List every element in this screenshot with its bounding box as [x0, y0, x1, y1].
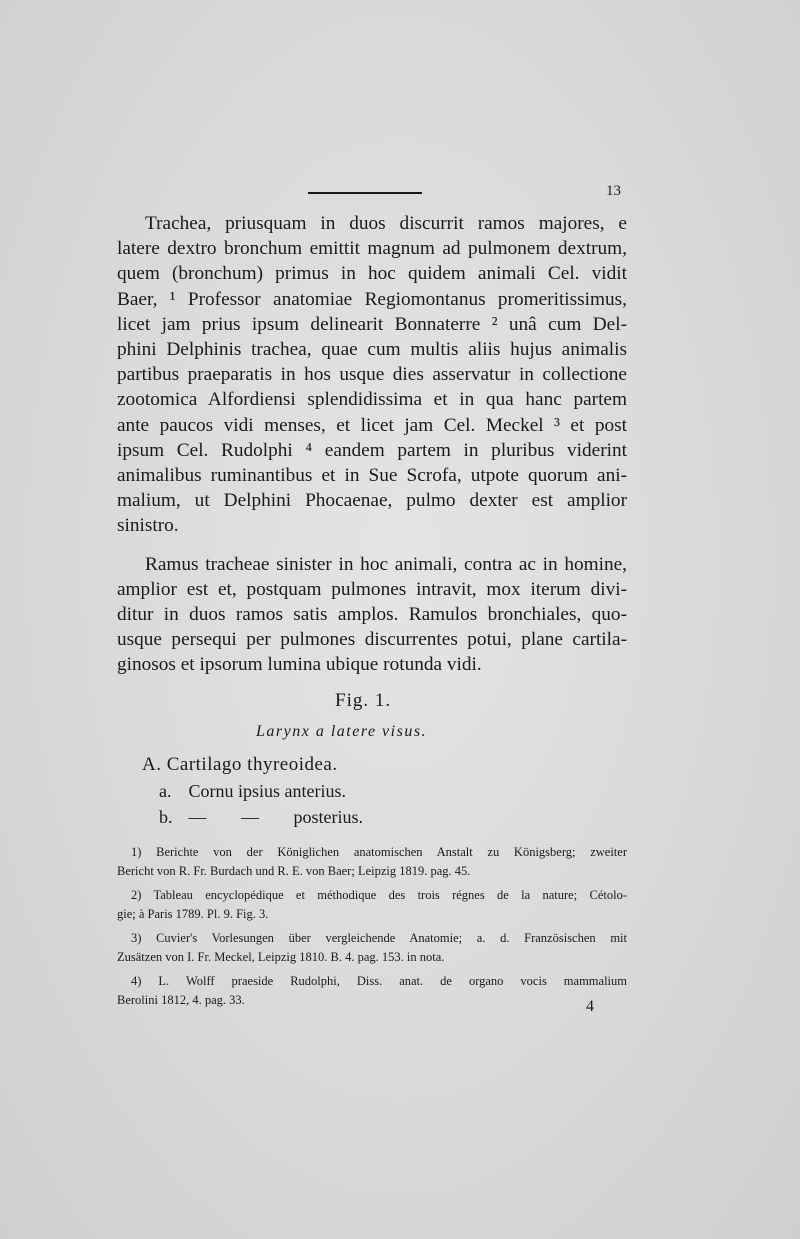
paragraph-2 — [117, 552, 627, 678]
legend-label: b. — [159, 807, 173, 827]
footnote-line: Berolini 1812, 4. pag. 33. — [117, 993, 245, 1007]
footnote — [117, 929, 627, 967]
body-text — [117, 211, 627, 678]
text-line: ditur in duos ramos satis amplos. Ramulos bronchiales, quo- — [117, 604, 627, 626]
text-line: ginosos et ipsorum lumina ubique rotunda vidi. — [117, 654, 482, 676]
text-line: licet jam prius ipsum delinearit Bonnaterre ² unâ cum Del- — [117, 313, 627, 335]
ditto-dash: — — [188, 807, 207, 827]
text-line: ipsum Cel. Rudolphi ⁴ eandem partem in pluribus viderint — [117, 439, 627, 461]
text-line: Trachea, priusquam in duos discurrit ramos majores, e — [145, 213, 627, 234]
text-line: animalibus ruminantibus et in Sue Scrofa, utpote quorum ani- — [117, 465, 627, 487]
footnotes — [117, 843, 627, 1015]
figure-caption: Larynx a latere visus. — [256, 723, 428, 740]
header-rule — [308, 192, 422, 194]
signature-mark: 4 — [586, 998, 594, 1015]
footnote-line: gie; à Paris 1789. Pl. 9. Fig. 3. — [117, 907, 269, 921]
text-line: ante paucos vidi menses, et licet jam Cel. Meckel ³ et post — [117, 414, 627, 436]
text-line: Baer, ¹ Professor anatomiae Regiomontanus promeritissimus, — [117, 288, 627, 310]
text-line: usque persequi per pulmones discurrentes potui, plane cartila- — [117, 629, 627, 651]
figure-title: Fig. 1. — [335, 690, 392, 711]
legend-item-A: A. Cartilago thyreoidea. — [142, 754, 338, 775]
footnote-line: Zusätzen von I. Fr. Meckel, Leipzig 1810. B. 4. pag. 153. in nota. — [117, 950, 445, 964]
footnote-line: Bericht von R. Fr. Burdach und R. E. von Baer; Leipzig 1819. pag. 45. — [117, 864, 471, 878]
legend-label: a. — [159, 781, 172, 801]
legend-item-b — [159, 807, 363, 828]
footnote-line: 4) L. Wolff praeside Rudolphi, Diss. anat. de organo vocis mammalium — [131, 974, 627, 988]
legend-text: Cornu ipsius anterius. — [188, 781, 346, 801]
text-line: amplior est et, postquam pulmones intravit, mox iterum divi- — [117, 578, 627, 600]
paragraph-1 — [117, 211, 627, 539]
text-line: malium, ut Delphini Phocaenae, pulmo dexter est amplior — [117, 490, 627, 512]
page-number: 13 — [606, 183, 621, 199]
footnote-line: 2) Tableau encyclopédique et méthodique des trois régnes de la nature; Cétolo- — [131, 888, 627, 902]
footnote — [117, 972, 627, 1010]
legend-item-a — [159, 781, 346, 802]
footnote-line: 1) Berichte von der Königlichen anatomischen Anstalt zu Königsberg; zweiter — [131, 845, 627, 859]
text-line: quem (bronchum) primus in hoc quidem animali Cel. vidit — [117, 263, 627, 285]
text-line: Ramus tracheae sinister in hoc animali, contra ac in homine, — [145, 553, 627, 575]
text-line: latere dextro bronchum emittit magnum ad pulmonem dextrum, — [117, 238, 627, 260]
footnote-line: 3) Cuvier's Vorlesungen über vergleichende Anatomie; a. d. Französischen mit — [131, 931, 627, 945]
ditto-dash: — — [241, 807, 259, 827]
legend-text: posterius. — [293, 807, 363, 827]
text-line: phini Delphinis trachea, quae cum multis aliis hujus animalis — [117, 339, 627, 361]
text-line: sinistro. — [117, 515, 179, 537]
text-line: zootomica Alfordiensi splendidissima et in qua hanc partem — [117, 389, 627, 411]
text-line: partibus praeparatis in hos usque dies asservatur in collectione — [117, 364, 627, 386]
footnote — [117, 886, 627, 924]
footnote — [117, 843, 627, 881]
